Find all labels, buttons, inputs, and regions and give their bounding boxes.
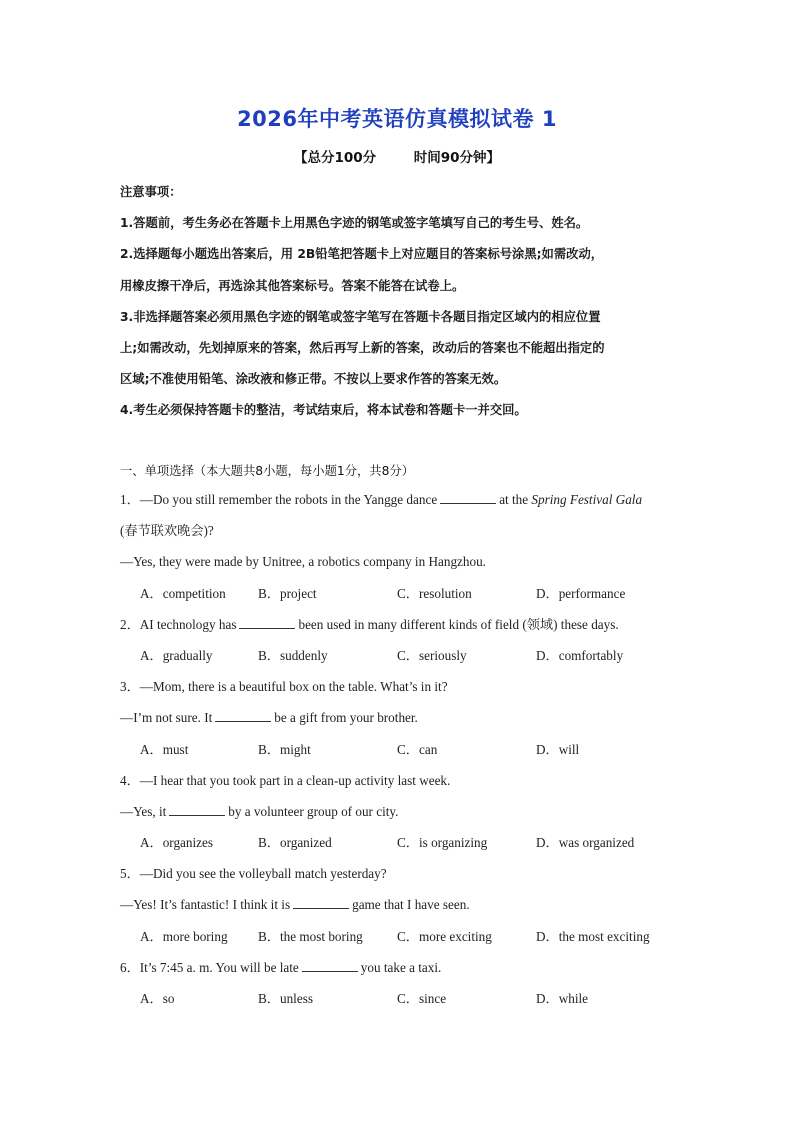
- option-a[interactable]: A．must: [140, 741, 189, 757]
- question-1-stem-line-2: (春节联欢晚会)?: [120, 523, 214, 539]
- note-item-3-line-3: 区域;不准使用铅笔、涂改液和修正带。不按以上要求作答的答案无效。: [120, 372, 507, 387]
- question-3-text-after: be a gift from your brother.: [274, 710, 418, 726]
- question-2-text: 2．AI technology has: [120, 616, 237, 632]
- question-1-reply: —Yes, they were made by Unitree, a robotics company in Hangzhou.: [120, 554, 486, 570]
- option-a[interactable]: A．gradually: [140, 647, 213, 663]
- question-3-options: [120, 734, 680, 765]
- question-5-stem: 5．—Did you see the volleyball match yesterday?: [120, 866, 387, 882]
- option-b[interactable]: B．suddenly: [258, 647, 328, 663]
- notes-block: [120, 177, 680, 427]
- section-single-choice: [120, 458, 680, 1014]
- answer-blank: [239, 615, 295, 629]
- option-a[interactable]: A．more boring: [140, 928, 228, 944]
- question-3-text: —I’m not sure. It: [120, 710, 213, 726]
- option-c[interactable]: C．resolution: [397, 585, 472, 601]
- option-a[interactable]: A．organizes: [140, 835, 214, 851]
- question-4-options: [120, 827, 680, 858]
- option-c[interactable]: C．more exciting: [397, 928, 492, 944]
- question-4-stem: 4．—I hear that you took part in a clean-up activity last week.: [120, 772, 451, 788]
- option-a[interactable]: A．so: [140, 991, 175, 1006]
- option-c[interactable]: C．since: [397, 991, 447, 1006]
- option-d[interactable]: D．was organized: [536, 835, 635, 851]
- note-item-2-line-1: 2.选择题每小题选出答案后，用 2B铅笔把答题卡上对应题目的答案标号涂黑;如需改动，: [120, 247, 604, 262]
- answer-blank: [293, 895, 349, 909]
- answer-blank: [169, 802, 225, 816]
- question-6-text: 6．It’s 7:45 a. m. You will be late: [120, 959, 299, 975]
- option-b[interactable]: B．project: [258, 585, 317, 601]
- answer-blank: [440, 490, 496, 504]
- option-b[interactable]: B．organized: [258, 835, 332, 851]
- question-6-text-after: you take a taxi.: [360, 959, 442, 975]
- exam-title: 2026年中考英语仿真模拟试卷 1: [237, 107, 557, 131]
- option-d[interactable]: D．will: [536, 741, 580, 757]
- question-4-text: —Yes, it: [120, 803, 167, 819]
- option-d[interactable]: D．performance: [536, 585, 626, 601]
- option-c[interactable]: C．can: [397, 741, 438, 757]
- note-item-3-line-2: 上;如需改动，先划掉原来的答案，然后再写上新的答案，改动后的答案也不能超出指定的: [120, 341, 605, 356]
- question-3-stem: 3．—Mom, there is a beautiful box on the table. What’s in it?: [120, 679, 448, 695]
- note-item-1-line-1: 1.答题前，考生务必在答题卡上用黑色字迹的钢笔或签字笔填写自己的考生号、姓名。: [120, 216, 589, 231]
- question-6-stem: [120, 952, 680, 983]
- question-2-stem: [120, 609, 680, 640]
- note-item-2-line-2: 用橡皮擦干净后，再选涂其他答案标号。答案不能答在试卷上。: [120, 278, 465, 293]
- question-5-text-after: game that I have seen.: [352, 897, 470, 913]
- note-item-4-line-1: 4.考生必须保持答题卡的整洁，考试结束后，将本试卷和答题卡一并交回。: [120, 403, 527, 418]
- option-d[interactable]: D．while: [536, 991, 589, 1006]
- question-1-text-after: at the: [499, 492, 529, 507]
- question-2-text-after: been used in many different kinds of field (领域) these days.: [298, 616, 619, 632]
- note-item-3-line-1: 3.非选择题答案必须用黑色字迹的钢笔或签字笔写在答题卡各题目指定区域内的相应位置: [120, 309, 601, 324]
- question-5-text: —Yes! It’s fantastic! I think it is: [120, 897, 291, 913]
- question-1-italic: Spring Festival Gala: [531, 492, 643, 507]
- exam-subtitle: 【总分100分 时间90分钟】: [293, 150, 501, 166]
- question-5-reply: [120, 889, 680, 920]
- question-5-options: [120, 921, 680, 952]
- question-4-reply: [120, 796, 680, 827]
- answer-blank: [215, 708, 271, 722]
- option-d[interactable]: D．the most exciting: [536, 928, 650, 944]
- question-3-reply: [120, 702, 680, 733]
- notes-heading: 注意事项：: [120, 185, 182, 199]
- answer-blank: [302, 958, 358, 972]
- question-2-options: [120, 640, 680, 671]
- question-1-stem: [120, 484, 680, 515]
- option-c[interactable]: C．seriously: [397, 647, 467, 663]
- option-b[interactable]: B．unless: [258, 991, 313, 1006]
- question-1-text: 1．—Do you still remember the robots in the Yangge dance: [120, 492, 438, 507]
- option-a[interactable]: A．competition: [140, 585, 226, 601]
- option-b[interactable]: B．the most boring: [258, 928, 363, 944]
- question-6-options: [120, 983, 680, 1014]
- question-4-text-after: by a volunteer group of our city.: [228, 803, 399, 819]
- option-c[interactable]: C．is organizing: [397, 835, 488, 851]
- section-heading: 一、单项选择（本大题共8小题，每小题1分，共8分）: [120, 464, 415, 478]
- option-b[interactable]: B．might: [258, 741, 311, 757]
- option-d[interactable]: D．comfortably: [536, 647, 624, 663]
- question-1-options: [120, 578, 680, 609]
